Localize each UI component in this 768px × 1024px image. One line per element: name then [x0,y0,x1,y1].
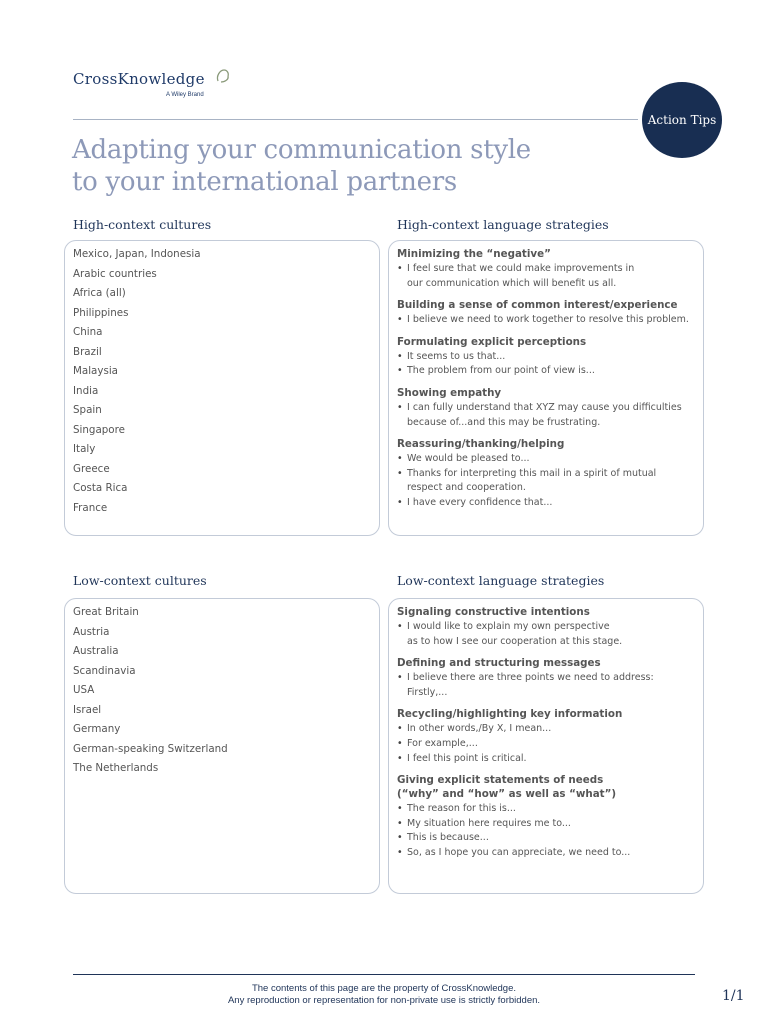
low-context-strategies-heading: Low-context language strategies [397,573,605,588]
strategy-heading: Showing empathy [397,386,502,399]
example-line: • So, as I hope you can appreciate, we need to... [407,846,631,858]
strategy-examples [397,620,697,649]
example-line: • I believe we need to work together to resolve this problem. [407,314,689,326]
low-context-cultures-list [73,605,228,781]
high-context-cultures-list [73,247,201,520]
logo-name: CrossKnowledge [73,70,205,88]
example-line: our communication which will benefit us all. [407,277,617,289]
example-line: • For example,... [407,737,478,749]
country-item: USA [73,684,95,696]
crossknowledge-logo [73,70,205,98]
country-item: Africa (all) [73,287,126,299]
logo-swirl-icon [215,68,231,84]
country-item: Spain [73,404,102,416]
footer-divider [73,974,695,975]
country-item: Costa Rica [73,482,128,494]
low-context-cultures-heading: Low-context cultures [73,573,207,588]
strategy-example [397,467,697,496]
example-line: • In other words,/By X, I mean... [407,723,552,735]
strategy-heading: Recycling/highlighting key information [397,708,623,721]
strategy-example [397,817,697,832]
high-context-strategies-box [388,240,704,536]
country-item: Arabic countries [73,267,157,280]
strategy-example [397,722,697,737]
country-item: Australia [73,645,119,657]
country-item: Philippines [73,306,129,319]
strategy-heading: Giving explicit statements of needs [397,774,604,787]
logo-subtitle: A Wiley Brand [166,92,204,98]
example-line: • I can fully understand that XYZ may cause you difficulties [407,401,682,413]
strategy-example [397,313,697,328]
strategy-examples [397,350,697,379]
strategy-example [397,350,697,365]
strategy-heading: Formulating explicit perceptions [397,335,587,348]
country-item: Mexico, Japan, Indonesia [73,248,201,260]
strategy-example [397,831,697,846]
footer-line-1: The contents of this page are the property of CrossKnowledge. [251,983,517,994]
example-line: • My situation here requires me to... [407,817,571,829]
page-title [72,134,531,198]
strategy-heading: Minimizing the “negative” [397,248,551,260]
country-item: Germany [73,723,121,735]
strategy-example [397,364,697,379]
country-item: Austria [73,625,110,638]
country-item: Malaysia [73,365,118,377]
example-line: because of...and this may be frustrating. [407,416,601,428]
example-line: respect and cooperation. [407,482,526,494]
country-item: Israel [73,703,102,716]
country-item: Italy [73,443,96,455]
high-context-cultures-heading: High-context cultures [73,217,212,232]
strategy-examples [397,313,697,328]
strategy-examples [397,452,697,510]
strategy-examples [397,401,697,430]
high-context-strategies-heading: High-context language strategies [397,217,609,232]
strategy-example [397,737,697,752]
strategy-examples [397,671,697,700]
strategy-example [397,620,697,649]
title-line-2: to your international partners [72,167,457,197]
strategy-examples [397,802,697,860]
example-line: • I would like to explain my own perspective [407,621,610,632]
country-item: Brazil [73,345,102,358]
country-item: France [73,501,108,514]
country-item: China [73,326,103,338]
strategy-heading: Reassuring/thanking/helping [397,438,565,451]
strategy-example [397,802,697,817]
strategy-heading: Signaling constructive intentions [397,606,590,618]
strategy-example [397,452,697,467]
strategy-examples [397,262,697,291]
example-line: • This is because... [407,832,489,844]
example-line: Firstly,... [407,686,448,698]
strategy-examples [397,722,697,766]
high-context-strategies-list [397,247,697,518]
example-line: • I believe there are three points we need to address: [407,672,654,684]
country-item: German-speaking Switzerland [73,742,228,755]
strategy-example [397,496,697,511]
country-item: The Netherlands [73,762,159,774]
strategy-example [397,846,697,861]
footer-notice [73,983,695,1007]
example-line: • It seems to us that... [407,350,506,362]
header-divider [73,119,638,120]
country-item: Singapore [73,423,125,436]
country-item: Greece [73,462,110,475]
title-line-1: Adapting your communication style [72,135,531,165]
low-context-strategies-list [397,605,697,868]
example-line: • I have every confidence that... [407,496,553,508]
example-line: • The problem from our point of view is... [407,365,595,377]
example-line: as to how I see our cooperation at this stage. [407,635,623,647]
strategy-example [397,671,697,700]
example-line: • Thanks for interpreting this mail in a spirit of mutual [407,467,657,479]
strategy-heading: Building a sense of common interest/experience [397,299,678,312]
example-line: • I feel sure that we could make improvements in [407,263,635,274]
example-line: • The reason for this is... [407,803,516,815]
strategy-example [397,752,697,767]
page-number: 1/1 [722,988,745,1004]
example-line: • I feel this point is critical. [407,752,527,764]
strategy-example [397,401,697,430]
strategy-heading-continued: (“why” and “how” as well as “what”) [397,788,617,801]
example-line: • We would be pleased to... [407,453,530,465]
high-context-cultures-box [64,240,380,536]
country-item: Great Britain [73,606,139,618]
low-context-cultures-box [64,598,380,894]
low-context-strategies-box [388,598,704,894]
country-item: Scandinavia [73,664,136,677]
footer-line-2: Any reproduction or representation for non-private use is strictly forbidden. [227,995,541,1006]
strategy-example [397,262,697,291]
country-item: India [73,384,99,397]
strategy-heading: Defining and structuring messages [397,657,601,670]
action-tips-badge: Action Tips [642,82,722,158]
